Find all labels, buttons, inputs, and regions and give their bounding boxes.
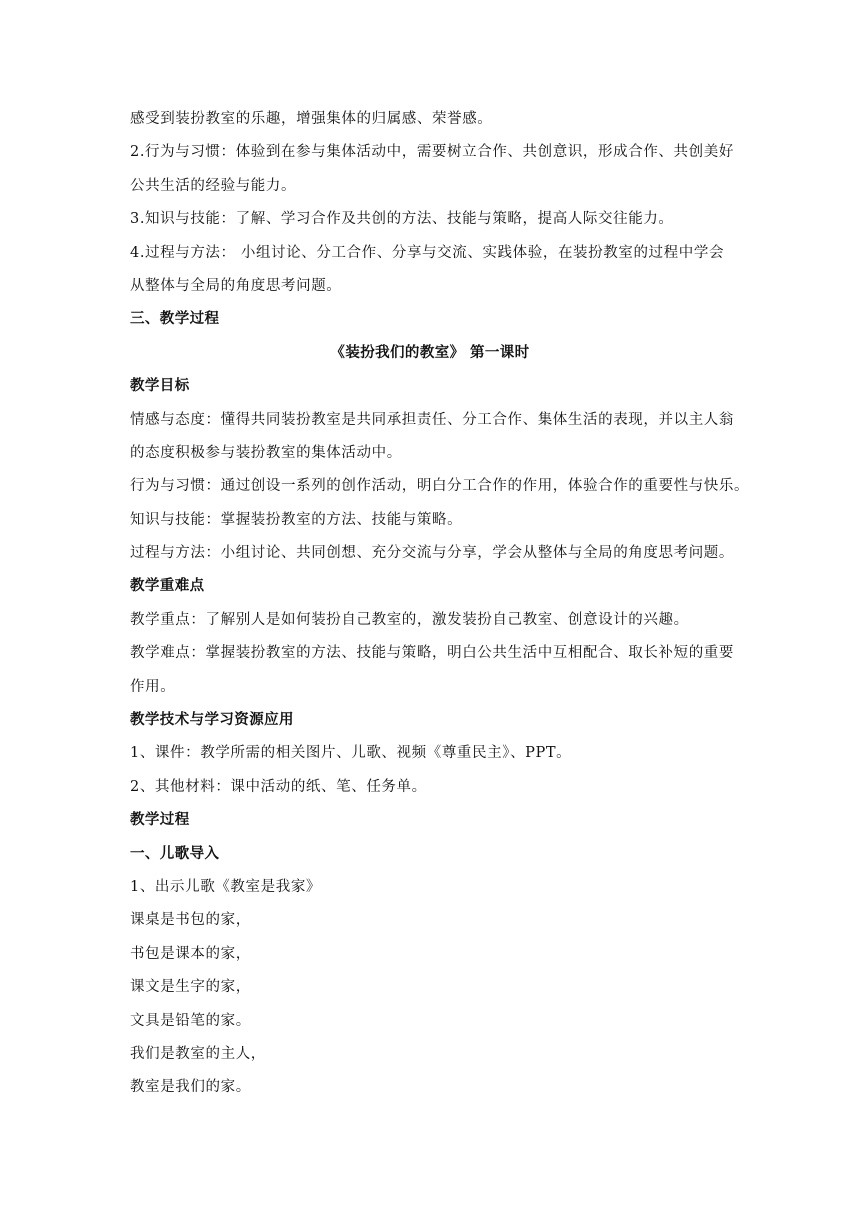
heading: 教学过程 [130,812,190,829]
paragraph-line: 作用。 [130,678,176,695]
heading: 三、教学过程 [130,311,220,328]
paragraph-line: 1、出示儿歌《教室是我家》 [130,878,322,895]
paragraph-line: 教室是我们的家。 [130,1079,251,1096]
paragraph-line: 知识与技能：掌握装扮教室的方法、技能与策略。 [130,511,463,528]
paragraph-line: 公共生活的经验与能力。 [130,177,297,194]
paragraph-line: 课桌是书包的家， [130,912,251,929]
paragraph-line: 课文是生字的家， [130,979,251,996]
document-body [130,109,750,1111]
heading: 教学技术与学习资源应用 [130,712,294,729]
heading: 教学目标 [130,378,190,395]
paragraph-line: 2.行为与习惯：体验到在参与集体活动中，需要树立合作、共创意识，形成合作、共创美好 [130,144,734,161]
paragraph-line: 教学难点：掌握装扮教室的方法、技能与策略，明白公共生活中互相配合、取长补短的重要 [130,645,734,662]
paragraph-line: 书包是课本的家， [130,945,251,962]
paragraph-line: 我们是教室的主人， [130,1045,266,1062]
paragraph-line: 情感与态度：懂得共同装扮教室是共同承担责任、分工合作、集体生活的表现，并以主人翁 [130,411,734,428]
heading: 一、儿歌导入 [130,845,220,862]
paragraph-line: 的态度积极参与装扮教室的集体活动中。 [130,444,402,461]
paragraph-line: 从整体与全局的角度思考问题。 [130,277,342,294]
paragraph-line: 行为与习惯：通过创设一系列的创作活动，明白分工合作的作用，体验合作的重要性与快乐。 [130,478,750,495]
paragraph-line: 教学重点：了解别人是如何装扮自己教室的，激发装扮自己教室、创意设计的兴趣。 [130,611,689,628]
paragraph-line: 过程与方法：小组讨论、共同创想、充分交流与分享，学会从整体与全局的角度思考问题。 [130,545,734,562]
paragraph-line: 感受到装扮教室的乐趣，增强集体的归属感、荣誉感。 [130,111,493,127]
paragraph-line: 3.知识与技能：了解、学习合作及共创的方法、技能与策略，提高人际交往能力。 [130,211,674,228]
heading: 教学重难点 [130,578,205,595]
paragraph-line: 文具是铅笔的家。 [130,1012,251,1029]
paragraph-line: 1、课件：教学所需的相关图片、儿歌、视频《尊重民主》、PPT。 [130,745,572,762]
paragraph-line: 2、其他材料：课中活动的纸、笔、任务单。 [130,778,427,795]
heading: 《装扮我们的教室》 第一课时 [330,344,530,361]
paragraph-line: 4.过程与方法： 小组讨论、分工合作、分享与交流、实践体验，在装扮教室的过程中学会 [130,244,725,261]
